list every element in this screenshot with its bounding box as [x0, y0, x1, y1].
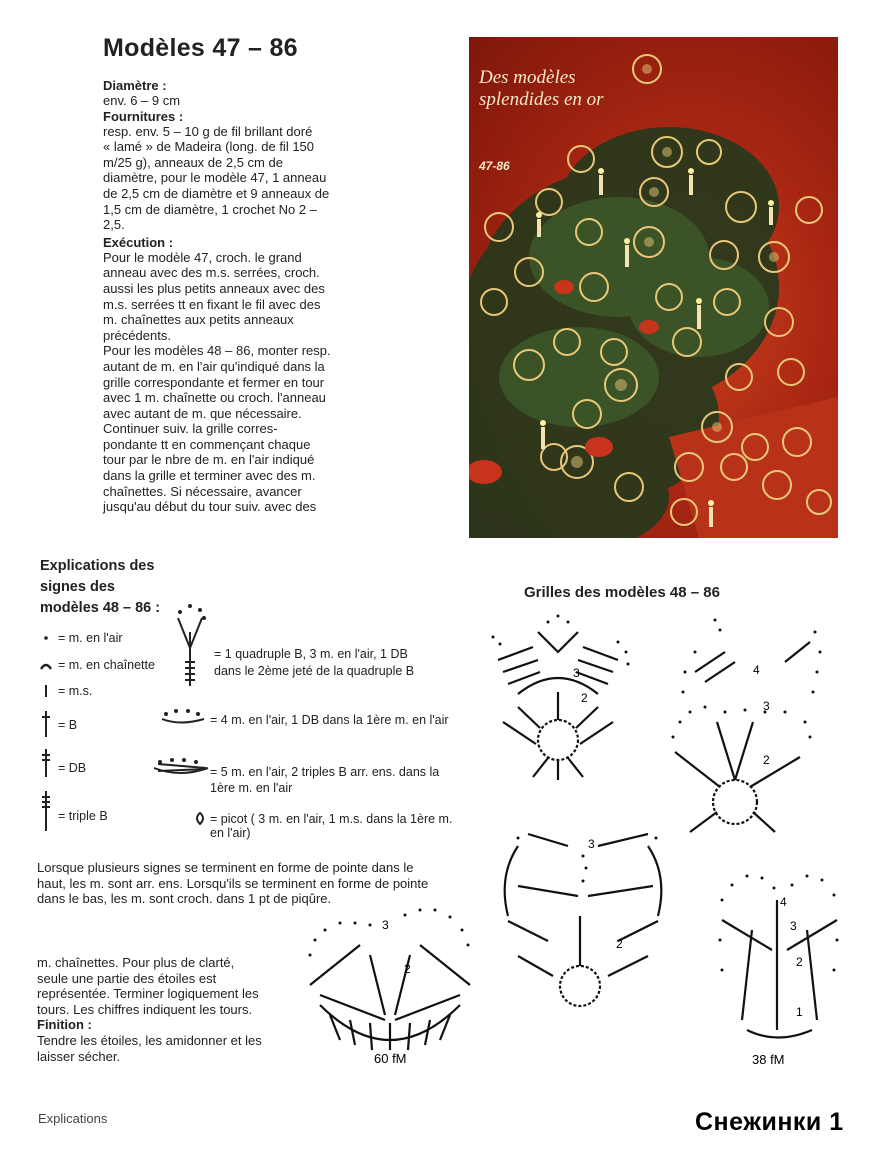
- crochet-diagram-1: [478, 612, 638, 782]
- crochet-diagram-3: [488, 826, 683, 1016]
- round-number-3: 3: [790, 919, 797, 933]
- triple-treble-icon: [42, 791, 50, 831]
- legend-symbols-complex: [150, 598, 210, 843]
- grilles-heading: Grilles des modèles 48 – 86: [524, 584, 720, 601]
- fournitures-text: resp. env. 5 – 10 g de fil brillant doré « lamé » de Madeira (long. de fil 150 m/25 g), anneaux de 2,5 cm de diamètre, pour le modèle 47, 1 anneau de 2,5 cm de diamètre et 9 anneaux de 1,5 cm de diamètre, 1 crochet No 2 – 2,5.: [103, 123, 330, 233]
- quadruple-y-icon: [178, 605, 205, 686]
- round-number-1: 1: [796, 1005, 803, 1019]
- footer-page-title: Снежинки 1: [695, 1108, 844, 1136]
- diagram-label-38fm: 38 fM: [752, 1052, 785, 1067]
- diagram-label-60fm: 60 fM: [374, 1051, 407, 1065]
- legend-text-loop4: = 4 m. en l'air, 1 DB dans la 1ère m. en l'air: [210, 713, 449, 727]
- diametre-label: Diamètre :: [103, 78, 167, 93]
- round-number-2: 2: [404, 962, 411, 976]
- diametre-value: env. 6 – 9 cm: [103, 93, 181, 108]
- legend-text-db: = DB: [58, 761, 87, 775]
- round-number-3: 3: [382, 918, 389, 932]
- round-number-2: 2: [581, 691, 588, 705]
- execution-label: Exécution :: [103, 234, 174, 250]
- round-number-3: 3: [588, 837, 595, 851]
- double-treble-icon: [42, 749, 50, 777]
- pointe-note: Lorsque plusieurs signes se terminent en forme de pointe dans le haut, les m. sont arr. ens. Lorsqu'ils se terminent en forme de pointe dans le bas, les m. sont croch. dans 1 pt de piqûre.: [37, 860, 429, 907]
- chainettes-note: m. chaînettes. Pour plus de clarté, seule une partie des étoiles est représentée. Terminer logiquement les tours. Les chiffres indiquent les tours. Finition : Tendre les étoiles, les amidonner et les laisser sécher.: [37, 955, 282, 1064]
- execution-text: Pour le modèle 47, croch. le grand anneau avec des m.s. serrées, croch. aussi les plus petits anneaux avec des m.s. serrées tt en fixant le fil avec des m. chaînettes aux petits anneaux précédents. Pour les modèles 48 – 86, monter resp. autant de m. en l'air qu'indiqué dans la grille correspondante et fermer en tour avec 1 m. chaînette ou croch. l'anneau avec autant de m. que nécessaire. Continuer suiv. la grille corres- pondante tt en commençant chaque tour par le nbre de m. en l'air indiqué dans la grille et terminer avec des m. chaînettes. Si nécessaire, avancer jusqu'au début du tour suiv. avec des: [103, 249, 331, 515]
- materials-block: [103, 78, 343, 515]
- legend-text-ms: = m.s.: [58, 684, 93, 698]
- legend-text-quadruple: = 1 quadruple B, 3 m. en l'air, 1 DB dans le 2ème jeté de la quadruple B: [214, 647, 415, 678]
- dot-icon: [44, 636, 48, 640]
- crochet-diagram-60fm: [300, 905, 480, 1065]
- round-number-4: 4: [753, 663, 760, 677]
- photo-model-number: 47-86: [479, 159, 510, 173]
- photo-caption: Des modèles splendides en or: [479, 67, 604, 110]
- round-number-2: 2: [763, 753, 770, 767]
- loop-4-icon: [162, 710, 204, 723]
- legend-text-picot: = picot ( 3 m. en l'air, 1 m.s. dans la 1ère m. en l'air): [210, 812, 453, 840]
- round-number-2: 2: [616, 937, 623, 951]
- picot-icon: [197, 813, 203, 824]
- treble-icon: [42, 711, 50, 737]
- round-number-3: 3: [763, 699, 770, 713]
- fournitures-label: Fournitures :: [103, 108, 184, 124]
- footer-section-label: Explications: [38, 1111, 108, 1126]
- crochet-diagram-38fm: [712, 870, 847, 1070]
- legend-text-loop5: = 5 m. en l'air, 2 triples B arr. ens. dans la 1ère m. en l'air: [210, 765, 440, 795]
- legend-text-chainette: = m. en chaînette: [58, 658, 155, 672]
- christmas-tree-photo: [469, 37, 838, 538]
- finition-label: Finition :: [37, 1017, 92, 1033]
- tree-illustration: [469, 37, 838, 538]
- round-number-2: 2: [796, 955, 803, 969]
- page-title: Modèles 47 – 86: [103, 34, 298, 62]
- legend-text-b: = B: [58, 718, 78, 732]
- round-number-3: 3: [573, 666, 580, 680]
- crochet-diagram-2: [665, 612, 830, 842]
- legend-heading: Explications des signes des modèles 48 – 86 :: [40, 558, 161, 616]
- arc-icon: [41, 665, 51, 669]
- round-number-4: 4: [780, 895, 787, 909]
- loop-5-icon: [154, 759, 208, 773]
- legend-text-triple-b: = triple B: [58, 809, 108, 823]
- legend-text-m-en-lair: = m. en l'air: [58, 631, 123, 645]
